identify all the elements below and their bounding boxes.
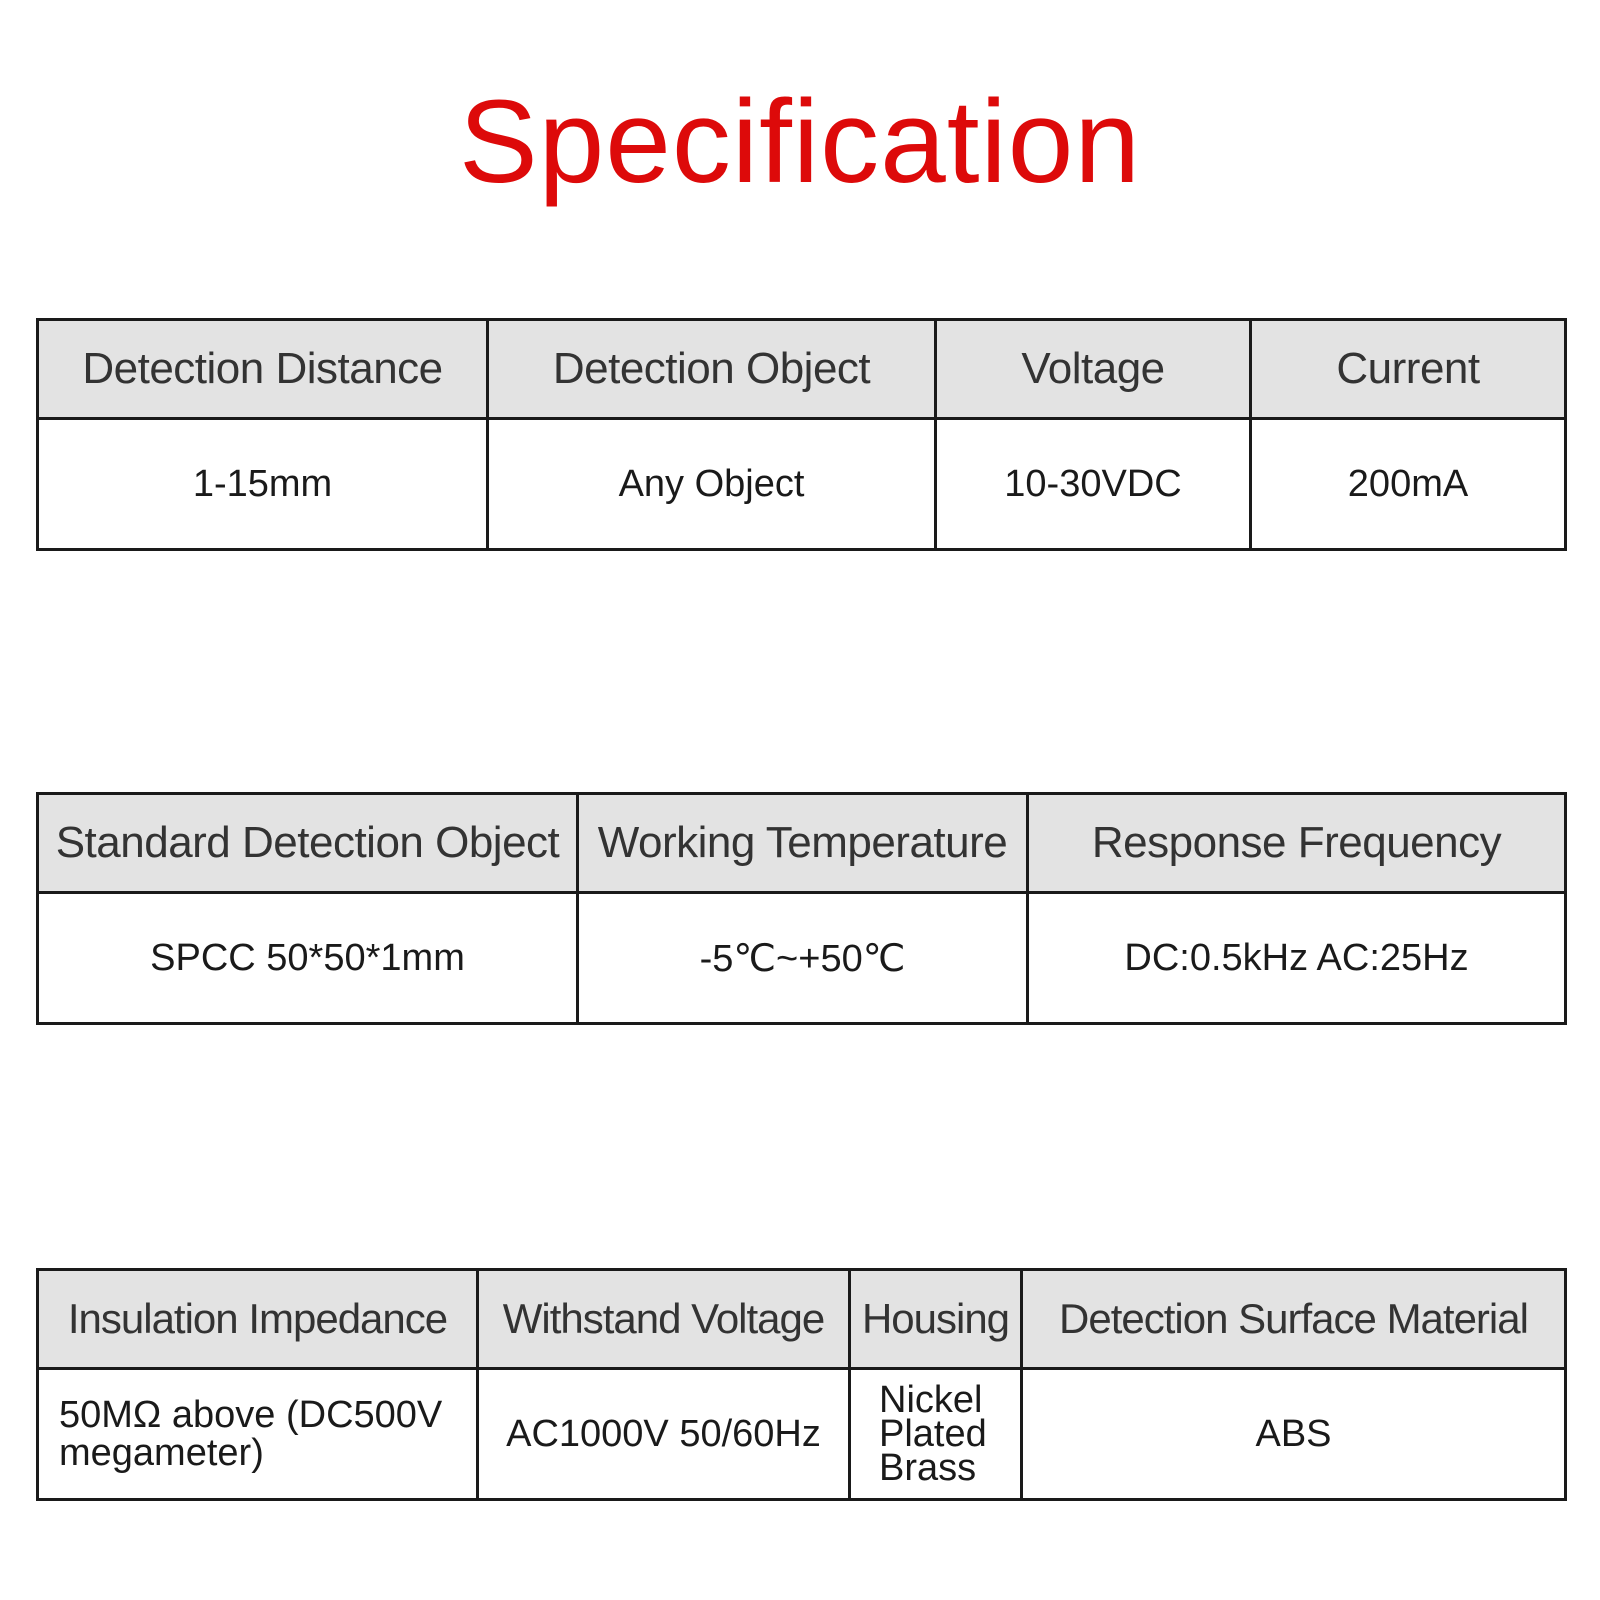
value-insulation-impedance: 50MΩ above (DC500V megameter)	[38, 1369, 478, 1500]
page-title: Specification	[458, 76, 1142, 208]
header-standard-detection-object: Standard Detection Object	[38, 794, 578, 893]
value-working-temperature: -5℃~+50℃	[578, 893, 1028, 1024]
table-value-row	[38, 419, 1566, 550]
value-response-frequency: DC:0.5kHz AC:25Hz	[1028, 893, 1566, 1024]
value-detection-surface-material: ABS	[1022, 1369, 1566, 1500]
value-housing: Nickel Plated Brass	[850, 1369, 1022, 1500]
table-header-row	[38, 1270, 1566, 1369]
table-value-row	[38, 893, 1566, 1024]
header-current: Current	[1251, 320, 1566, 419]
value-detection-distance: 1-15mm	[38, 419, 488, 550]
table-value-row	[38, 1369, 1566, 1500]
spec-table-1	[36, 318, 1567, 551]
header-detection-surface-material: Detection Surface Material	[1022, 1270, 1566, 1369]
table-header-row	[38, 320, 1566, 419]
header-insulation-impedance: Insulation Impedance	[38, 1270, 478, 1369]
spec-table-3	[36, 1268, 1567, 1501]
value-current: 200mA	[1251, 419, 1566, 550]
value-voltage: 10-30VDC	[936, 419, 1251, 550]
spec-table-2	[36, 792, 1567, 1025]
header-detection-object: Detection Object	[488, 320, 936, 419]
header-response-frequency: Response Frequency	[1028, 794, 1566, 893]
table-header-row	[38, 794, 1566, 893]
value-detection-object: Any Object	[488, 419, 936, 550]
value-withstand-voltage: AC1000V 50/60Hz	[478, 1369, 850, 1500]
header-working-temperature: Working Temperature	[578, 794, 1028, 893]
header-voltage: Voltage	[936, 320, 1251, 419]
header-housing: Housing	[850, 1270, 1022, 1369]
value-standard-detection-object: SPCC 50*50*1mm	[38, 893, 578, 1024]
header-detection-distance: Detection Distance	[38, 320, 488, 419]
header-withstand-voltage: Withstand Voltage	[478, 1270, 850, 1369]
